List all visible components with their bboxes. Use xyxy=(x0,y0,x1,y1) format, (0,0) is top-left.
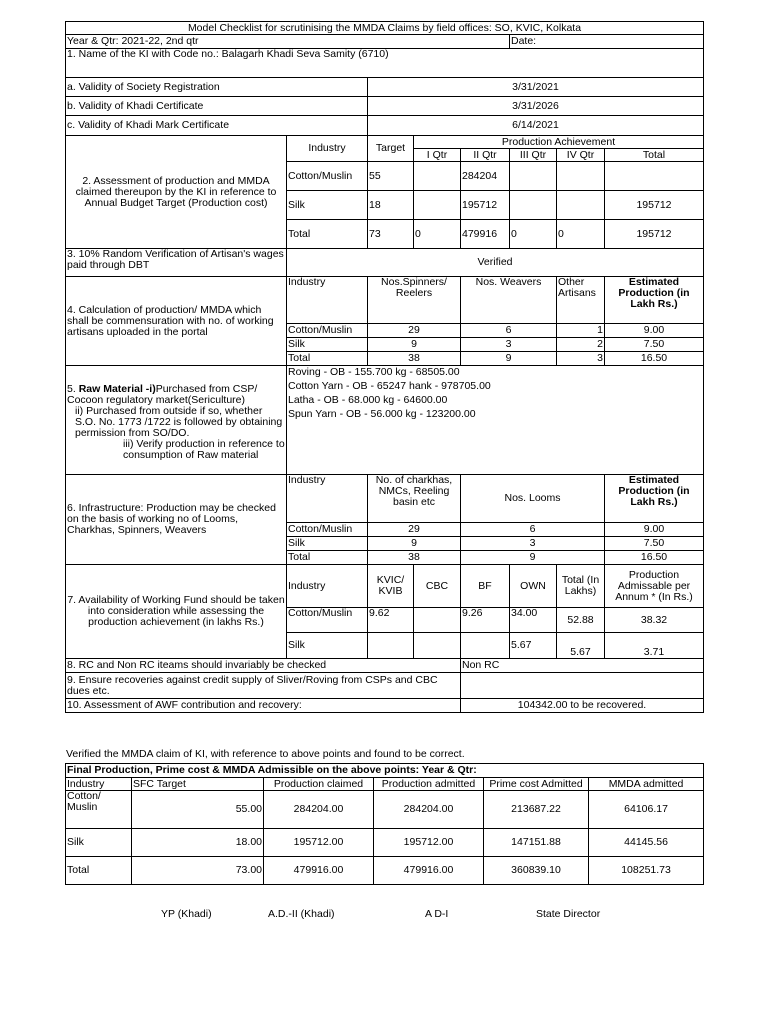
cell: 9 xyxy=(368,537,461,551)
cell: 73 xyxy=(368,220,414,249)
col-sfc: SFC Target xyxy=(132,778,264,791)
col-other: Other Artisans xyxy=(557,277,605,324)
final-table xyxy=(65,763,704,885)
cell: 479916.00 xyxy=(264,857,374,885)
cell xyxy=(557,162,605,191)
item5-text3: iii) Verify production in reference to consumption of Raw material xyxy=(123,437,285,461)
validity-value: 3/31/2026 xyxy=(368,97,704,116)
cell: 18 xyxy=(368,191,414,220)
item8-value: Non RC xyxy=(461,659,704,673)
cell: 34.00 xyxy=(510,608,557,633)
cell: 3.71 xyxy=(605,633,704,659)
raw-material-item: Spun Yarn - OB - 56.000 kg - 123200.00 xyxy=(288,408,476,420)
cell: 360839.10 xyxy=(484,857,589,885)
col-claimed: Production claimed xyxy=(264,778,374,791)
item8-label: 8. RC and Non RC iteams should invariably be checked xyxy=(66,659,461,673)
col-charkhas: No. of charkhas, NMCs, Reeling basin etc xyxy=(368,475,461,523)
item10-value: 104342.00 to be recovered. xyxy=(461,699,704,713)
cell: 64106.17 xyxy=(589,791,704,829)
cell: 7.50 xyxy=(605,338,704,352)
validity-label: a. Validity of Society Registration xyxy=(66,78,368,97)
item9-value xyxy=(461,673,704,699)
cell: 29 xyxy=(368,324,461,338)
cell xyxy=(414,191,461,220)
cell: Total xyxy=(66,857,132,885)
col-estimated: Estimated Production (in Lakh Rs.) xyxy=(605,277,704,324)
item5-text1: Purchased from CSP/ Cocoon regulatory market(Sericulture) xyxy=(67,382,258,406)
col-q1: I Qtr xyxy=(414,149,461,162)
cell xyxy=(414,633,461,659)
cell: 3 xyxy=(461,338,557,352)
table-row xyxy=(66,791,704,829)
cell: 9 xyxy=(368,338,461,352)
raw-material-item: Latha - OB - 68.000 kg - 64600.00 xyxy=(288,394,448,406)
signatory-ad2: A.D.-II (Khadi) xyxy=(268,908,335,920)
cell: 0 xyxy=(557,220,605,249)
cell: 9.26 xyxy=(461,608,510,633)
col-q4: IV Qtr xyxy=(557,149,605,162)
cell: Cotton/ Muslin xyxy=(66,791,132,829)
page-title: Model Checklist for scrutinising the MMDA Claims by field offices: SO, KVIC, Kolkata xyxy=(66,22,704,35)
table-row xyxy=(66,857,704,885)
col-total: Total (In Lakhs) xyxy=(557,565,605,608)
col-industry: Industry xyxy=(66,778,132,791)
validity-label: c. Validity of Khadi Mark Certificate xyxy=(66,116,368,136)
cell: 9 xyxy=(461,551,605,565)
item5-text2: ii) Purchased from outside if so, whether S.O. No. 1773 /1722 is followed by obtaining permission from SO/DO. xyxy=(75,404,283,439)
cell: Silk xyxy=(287,537,368,551)
cell: Total xyxy=(287,352,368,366)
col-achievement: Production Achievement xyxy=(414,136,704,149)
cell: 0 xyxy=(510,220,557,249)
col-estimated: Estimated Production (in Lakh Rs.) xyxy=(605,475,704,523)
cell: 284204 xyxy=(461,162,510,191)
cell: 3 xyxy=(557,352,605,366)
item5-prefix: 5. xyxy=(67,382,79,395)
cell: 2 xyxy=(557,338,605,352)
col-cbc: CBC xyxy=(414,565,461,608)
cell: 479916 xyxy=(461,220,510,249)
item2-label: 2. Assessment of production and MMDA claimed thereupon by the KI in reference to Annual Budget Target (Production cost) xyxy=(66,136,287,249)
col-total: Total xyxy=(605,149,704,162)
cell xyxy=(368,633,414,659)
cell: 6 xyxy=(461,523,605,537)
col-bf: BF xyxy=(461,565,510,608)
cell xyxy=(510,191,557,220)
cell: 6 xyxy=(461,324,557,338)
cell: 1 xyxy=(557,324,605,338)
cell: 16.50 xyxy=(605,551,704,565)
item6-label: 6. Infrastructure: Production may be checked on the basis of working no of Looms, Charkhas, Spinners, Weavers xyxy=(66,475,287,565)
cell: 147151.88 xyxy=(484,829,589,857)
col-own: OWN xyxy=(510,565,557,608)
cell: 44145.56 xyxy=(589,829,704,857)
cell: 0 xyxy=(414,220,461,249)
cell: 213687.22 xyxy=(484,791,589,829)
item4-label: 4. Calculation of production/ MMDA which shall be commensuration with no. of working artisans uploaded in the portal xyxy=(66,277,287,366)
cell: 284204.00 xyxy=(264,791,374,829)
item7-label: 7. Availability of Working Fund should be taken into consideration while assessing the production achievement (in lakhs Rs.) xyxy=(66,565,287,659)
cell xyxy=(414,608,461,633)
cell: Silk xyxy=(287,338,368,352)
raw-material-item: Roving - OB - 155.700 kg - 68505.00 xyxy=(288,366,460,378)
cell: 38.32 xyxy=(605,608,704,633)
raw-material-item: Cotton Yarn - OB - 65247 hank - 978705.00 xyxy=(288,380,491,392)
cell: 18.00 xyxy=(132,829,264,857)
cell: 195712 xyxy=(461,191,510,220)
cell: 5.67 xyxy=(557,633,605,659)
col-industry: Industry xyxy=(287,277,368,324)
cell: 55.00 xyxy=(132,791,264,829)
cell: 38 xyxy=(368,551,461,565)
cell: 52.88 xyxy=(557,608,605,633)
cell xyxy=(557,191,605,220)
cell: 9.00 xyxy=(605,523,704,537)
validity-value: 3/31/2021 xyxy=(368,78,704,97)
cell xyxy=(605,162,704,191)
col-mmda: MMDA admitted xyxy=(589,778,704,791)
cell: 38 xyxy=(368,352,461,366)
cell: Total xyxy=(287,551,368,565)
cell: Silk xyxy=(287,191,368,220)
cell: Cotton/Muslin xyxy=(287,324,368,338)
cell xyxy=(510,162,557,191)
cell: 3 xyxy=(461,537,605,551)
checklist-table xyxy=(65,21,704,713)
cell: 195712 xyxy=(605,220,704,249)
cell: 5.67 xyxy=(510,633,557,659)
item3-label: 3. 10% Random Verification of Artisan's wages paid through DBT xyxy=(66,249,287,277)
col-looms: Nos. Looms xyxy=(461,475,605,523)
cell: Silk xyxy=(287,633,368,659)
cell: Cotton/Muslin xyxy=(287,523,368,537)
col-prime: Prime cost Admitted xyxy=(484,778,589,791)
cell: 479916.00 xyxy=(374,857,484,885)
cell: 284204.00 xyxy=(374,791,484,829)
cell: 9.62 xyxy=(368,608,414,633)
col-q3: III Qtr xyxy=(510,149,557,162)
cell: 195712.00 xyxy=(374,829,484,857)
cell: 9 xyxy=(461,352,557,366)
item10-label: 10. Assessment of AWF contribution and recovery: xyxy=(66,699,461,713)
cell: 55 xyxy=(368,162,414,191)
cell: 73.00 xyxy=(132,857,264,885)
item3-value: Verified xyxy=(287,249,704,277)
cell: 29 xyxy=(368,523,461,537)
cell: 9.00 xyxy=(605,324,704,338)
cell: Silk xyxy=(66,829,132,857)
year-qtr: Year & Qtr: 2021-22, 2nd qtr xyxy=(66,35,510,49)
signatory-yp: YP (Khadi) xyxy=(161,908,212,920)
ki-name: 1. Name of the KI with Code no.: Balagarh Khadi Seva Samity (6710) xyxy=(66,49,704,78)
cell: Total xyxy=(287,220,368,249)
date-label: Date: xyxy=(510,35,704,49)
validity-label: b. Validity of Khadi Certificate xyxy=(66,97,368,116)
verified-note: Verified the MMDA claim of KI, with reference to above points and found to be correct. xyxy=(66,748,465,760)
cell: Cotton/Muslin xyxy=(287,162,368,191)
signatory-ad1: A D-I xyxy=(425,908,449,920)
col-weavers: Nos. Weavers xyxy=(461,277,557,324)
cell: 195712.00 xyxy=(264,829,374,857)
cell: 16.50 xyxy=(605,352,704,366)
col-admissable: Production Admissable per Annum * (In Rs.) xyxy=(605,565,704,608)
validity-value: 6/14/2021 xyxy=(368,116,704,136)
col-industry: Industry xyxy=(287,475,368,523)
col-spinners: Nos.Spinners/ Reelers xyxy=(368,277,461,324)
cell: 108251.73 xyxy=(589,857,704,885)
cell: Cotton/Muslin xyxy=(287,608,368,633)
item9-label: 9. Ensure recoveries against credit supply of Sliver/Roving from CSPs and CBC dues etc. xyxy=(66,673,461,699)
signatory-state-director: State Director xyxy=(536,908,601,920)
col-admitted: Production admitted xyxy=(374,778,484,791)
cell xyxy=(461,633,510,659)
cell: 7.50 xyxy=(605,537,704,551)
col-industry: Industry xyxy=(287,136,368,162)
raw-material-list xyxy=(287,366,704,475)
item5-label xyxy=(66,366,287,475)
cell xyxy=(414,162,461,191)
col-kvic: KVIC/ KVIB xyxy=(368,565,414,608)
table-row xyxy=(66,829,704,857)
col-industry: Industry xyxy=(287,565,368,608)
item5-bold: Raw Material -i) xyxy=(78,382,156,395)
col-target: Target xyxy=(368,136,414,162)
cell: 195712 xyxy=(605,191,704,220)
final-title: Final Production, Prime cost & MMDA Admissible on the above points: Year & Qtr: xyxy=(66,764,704,778)
col-q2: II Qtr xyxy=(461,149,510,162)
